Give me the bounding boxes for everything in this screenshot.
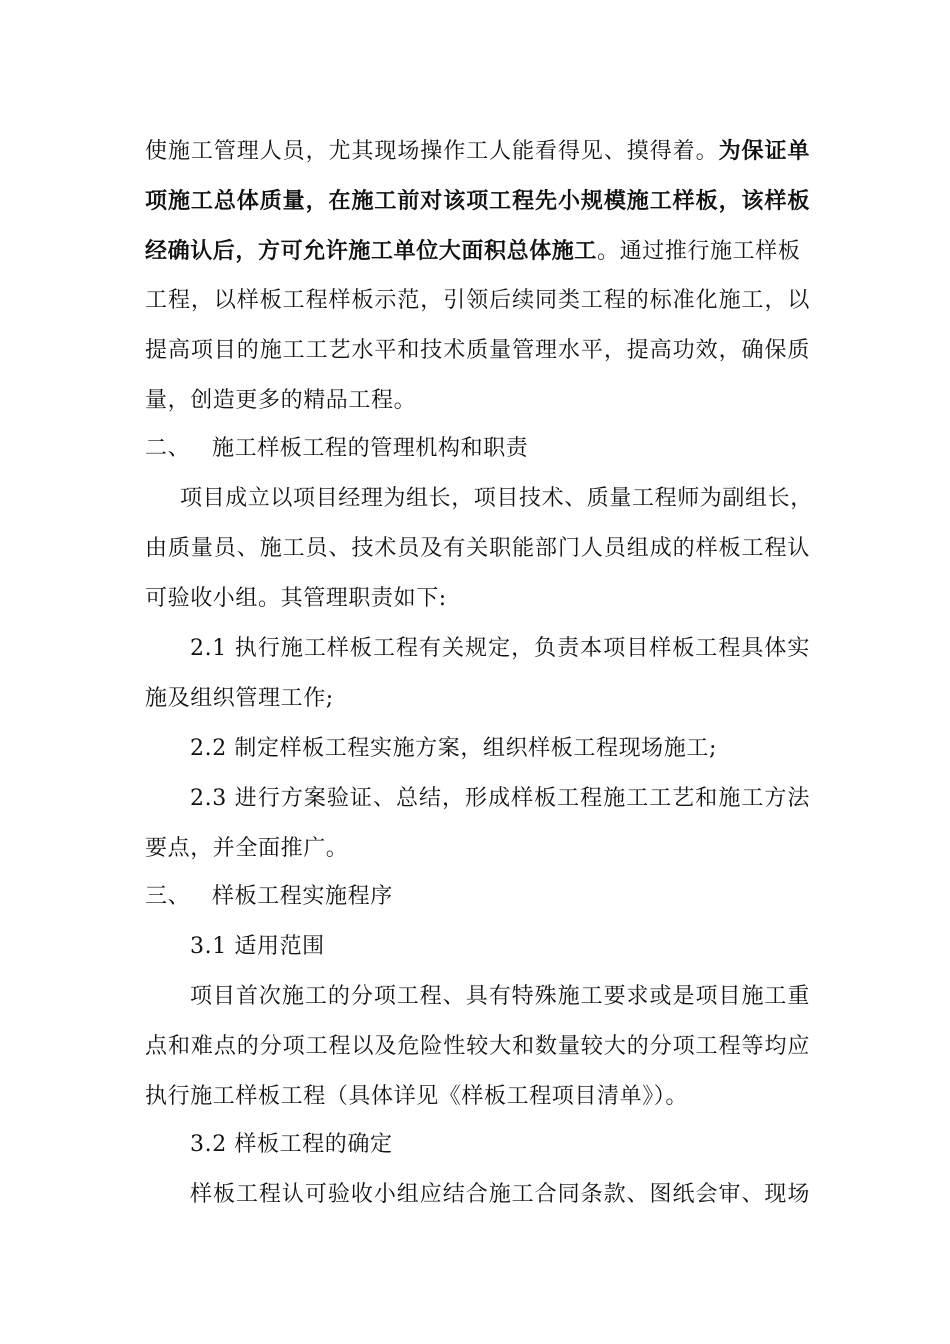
subsection-3-1-line-3: 执行施工样板工程（具体详见《样板工程项目清单》）。	[145, 1084, 689, 1109]
section-2-intro-line-1: 项目成立以项目经理为组长，项目技术、质量工程师为副组长，	[180, 486, 813, 511]
section-2-item-3-line-1: 2.3 进行方案验证、总结，形成样板工程施工工艺和施工方法	[190, 786, 810, 811]
subsection-3-1-line-1: 项目首次施工的分项工程、具有特殊施工要求或是项目施工重	[190, 984, 810, 1009]
subsection-3-2-line-1: 样板工程认可验收小组应结合施工合同条款、图纸会审、现场	[190, 1182, 810, 1207]
text-normal: 使施工管理人员，尤其现场操作工人能看得见、摸得着。	[145, 139, 719, 164]
text-normal: 。通过推行施工样板	[597, 239, 801, 264]
text-bold: 为保证单	[718, 138, 810, 164]
paragraph-1-line-4: 工程，以样板工程样板示范，引领后续同类工程的标准化施工，以	[145, 288, 810, 313]
text-bold: 经确认后，方可允许施工单位大面积总体施工	[145, 238, 598, 264]
section-3-heading	[145, 882, 810, 912]
section-2-item-2: 2.2 制定样板工程实施方案，组织样板工程现场施工;	[190, 736, 717, 761]
subsection-3-1-line-2: 点和难点的分项工程以及危险性较大和数量较大的分项工程等均应	[145, 1034, 810, 1059]
section-title: 样板工程实施程序	[212, 884, 393, 909]
section-2-item-3-line-2: 要点，并全面推广。	[145, 836, 349, 861]
section-2-item-1-line-1: 2.1 执行施工样板工程有关规定，负责本项目样板工程具体实	[190, 636, 810, 661]
section-2-item-1-line-2: 施及组织管理工作;	[145, 686, 334, 711]
paragraph-1-line-5: 提高项目的施工工艺水平和技术质量管理水平，提高功效，确保质	[145, 338, 810, 363]
subsection-3-2-title: 3.2 样板工程的确定	[190, 1132, 393, 1157]
section-number: 三、	[145, 884, 191, 909]
paragraph-1-line-1	[145, 136, 810, 167]
section-number: 二、	[145, 436, 191, 461]
paragraph-1-line-3	[145, 236, 810, 267]
subsection-3-1-title: 3.1 适用范围	[190, 934, 325, 959]
paragraph-1-line-6: 量，创造更多的精品工程。	[145, 388, 417, 413]
section-2-intro-line-2: 由质量员、施工员、技术员及有关职能部门人员组成的样板工程认	[145, 536, 810, 561]
section-2-intro-line-3: 可验收小组。其管理职责如下:	[145, 586, 447, 611]
paragraph-1-line-2: 项施工总体质量，在施工前对该项工程先小规模施工样板，该样板	[145, 188, 810, 214]
section-2-heading	[145, 434, 810, 464]
section-title: 施工样板工程的管理机构和职责	[212, 436, 529, 461]
